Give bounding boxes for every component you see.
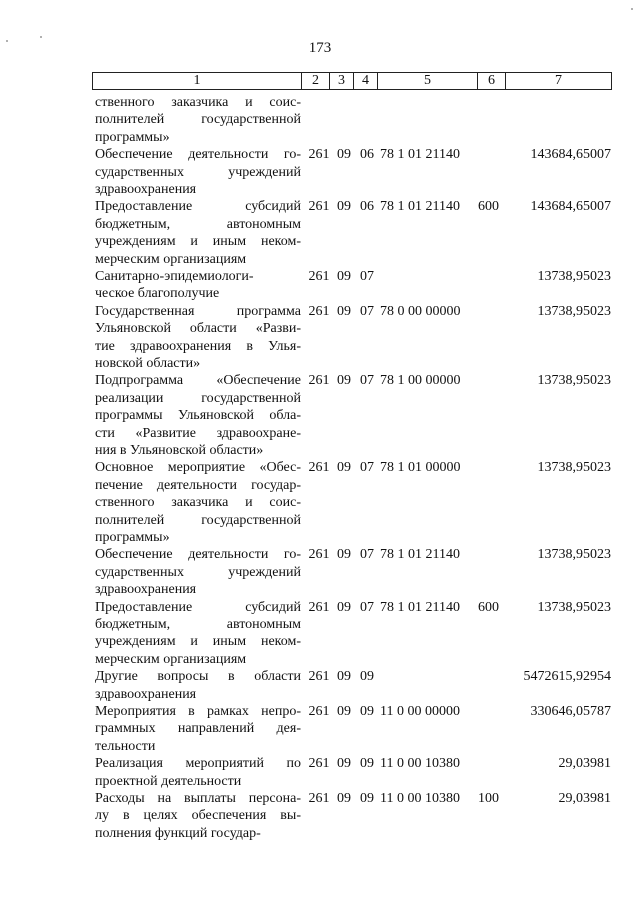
row-name-line: программы» (95, 129, 170, 145)
amount: 13738,95023 (537, 547, 611, 563)
code-section: 09 (337, 756, 351, 772)
row-name-line: ственного заказчика и соис- (95, 95, 301, 110)
code-subsection: 07 (360, 269, 374, 284)
code-subsection: 09 (360, 669, 374, 685)
code-expense-type: 600 (478, 199, 499, 215)
row-name-line: Мероприятия в рамках непро- (95, 704, 301, 719)
row-name-line: сударственных учреждений (95, 164, 301, 180)
code-subsection: 09 (360, 704, 374, 719)
row-name-line: здравоохранения (95, 182, 197, 197)
code-section: 09 (337, 460, 351, 476)
amount: 13738,95023 (537, 460, 611, 476)
row-name (95, 790, 301, 842)
row-name-line: полнителей государственной (95, 112, 301, 128)
row-name-line: сти «Развитие здравоохране- (95, 425, 301, 441)
row-name-line: полнителей государственной (95, 512, 301, 528)
row-name-line: мерческим организациям (95, 651, 247, 667)
row-name-line: Подпрограмма «Обеспечение (95, 373, 301, 389)
code-target: 78 1 00 00000 (380, 373, 461, 389)
code-expense-type: 100 (478, 791, 499, 806)
header-col-6: 6 (478, 72, 506, 90)
row-name (95, 146, 301, 198)
code-target: 11 0 00 10380 (380, 791, 460, 806)
scan-dot (40, 36, 42, 38)
code-subsection: 07 (360, 460, 374, 476)
amount: 13738,95023 (537, 373, 611, 389)
row-name-line: ственного заказчика и соис- (95, 495, 301, 511)
amount: 29,03981 (558, 756, 611, 772)
code-section: 09 (337, 147, 351, 163)
code-target: 78 1 01 21140 (380, 599, 460, 615)
row-name-line: здравоохранения (95, 582, 197, 598)
row-name-line: печение деятельности государ- (95, 477, 301, 493)
code-target: 78 0 00 00000 (380, 303, 461, 319)
code-grbs: 261 (308, 669, 330, 685)
code-section: 09 (337, 269, 351, 284)
code-section: 09 (337, 791, 351, 806)
code-section: 09 (337, 547, 351, 563)
row-name-line: программы» (95, 530, 170, 546)
code-grbs: 261 (308, 373, 330, 389)
row-name-line: Обеспечение деятельности го- (95, 547, 301, 563)
row-name-line: Основное мероприятие «Обес- (95, 460, 301, 476)
row-name-line: граммных направлений дея- (95, 721, 301, 737)
amount: 29,03981 (558, 791, 611, 806)
row-name-line: Реализация мероприятий по (95, 756, 301, 772)
code-subsection: 07 (360, 599, 374, 615)
row-name-line: Государственная программа (95, 303, 301, 319)
amount: 143684,65007 (530, 147, 611, 163)
code-grbs: 261 (308, 791, 330, 806)
row-name-line: Другие вопросы в области (95, 669, 301, 685)
amount: 143684,65007 (530, 199, 611, 215)
amount: 13738,95023 (537, 599, 611, 615)
amount: 330646,05787 (530, 704, 611, 719)
code-section: 09 (337, 303, 351, 319)
code-subsection: 07 (360, 303, 374, 319)
amount: 13738,95023 (537, 303, 611, 319)
row-name (95, 755, 301, 790)
row-name-line: здравоохранения (95, 686, 197, 702)
code-section: 09 (337, 199, 351, 215)
row-name (95, 372, 301, 459)
row-name (95, 546, 301, 598)
code-section: 09 (337, 373, 351, 389)
code-target: 78 1 01 21140 (380, 147, 460, 163)
code-subsection: 06 (360, 199, 374, 215)
code-subsection: 07 (360, 547, 374, 563)
code-grbs: 261 (308, 460, 330, 476)
row-name-line: тие здравоохранения в Улья- (95, 338, 301, 354)
row-name-line: реализации государственной (95, 390, 301, 406)
row-name (95, 459, 301, 546)
row-name (95, 703, 301, 755)
row-name (95, 268, 301, 303)
row-name-line: лу в целях обеспечения вы- (95, 808, 301, 824)
code-grbs: 261 (308, 303, 330, 319)
header-col-2: 2 (302, 72, 330, 90)
row-name-line: Санитарно-эпидемиологи- (95, 269, 254, 284)
code-section: 09 (337, 599, 351, 615)
header-col-4: 4 (354, 72, 378, 90)
code-grbs: 261 (308, 269, 330, 284)
row-name (95, 599, 301, 669)
row-name-line: Предоставление субсидий (95, 199, 301, 215)
row-name (95, 668, 301, 703)
header-col-5: 5 (378, 72, 478, 90)
row-name-line: Предоставление субсидий (95, 599, 301, 615)
code-expense-type: 600 (478, 599, 499, 615)
code-section: 09 (337, 704, 351, 719)
row-name-line: Ульяновской области «Разви- (95, 321, 301, 337)
code-grbs: 261 (308, 547, 330, 563)
code-grbs: 261 (308, 756, 330, 772)
scan-dot (6, 40, 8, 42)
row-name-line: сударственных учреждений (95, 564, 301, 580)
code-grbs: 261 (308, 147, 330, 163)
amount: 5472615,92954 (523, 669, 611, 685)
amount: 13738,95023 (537, 269, 611, 284)
code-subsection: 09 (360, 791, 374, 806)
code-target: 78 1 01 00000 (380, 460, 461, 476)
row-name-line: полнения функций государ- (95, 825, 261, 841)
row-name-line: Обеспечение деятельности го- (95, 147, 301, 163)
row-name-line: учреждениям и иным неком- (95, 634, 301, 650)
header-col-7: 7 (506, 72, 612, 90)
row-name-line: тельности (95, 738, 156, 754)
code-target: 78 1 01 21140 (380, 547, 460, 563)
row-name-line: ческое благополучие (95, 286, 220, 302)
row-name-line: ния в Ульяновской области» (95, 443, 264, 459)
code-target: 11 0 00 10380 (380, 756, 460, 772)
code-grbs: 261 (308, 599, 330, 615)
header-col-1: 1 (92, 72, 302, 90)
code-subsection: 09 (360, 756, 374, 772)
row-name-line: новской области» (95, 356, 201, 372)
row-name-line: бюджетным, автономным (95, 617, 301, 632)
row-name (95, 94, 301, 146)
row-name (95, 198, 301, 268)
code-subsection: 06 (360, 147, 374, 163)
row-name-line: Расходы на выплаты персона- (95, 791, 301, 806)
row-name-line: учреждениям и иным неком- (95, 234, 301, 250)
row-name (95, 303, 301, 373)
code-grbs: 261 (308, 199, 330, 215)
code-grbs: 261 (308, 704, 330, 719)
page-number: 173 (308, 40, 332, 56)
code-target: 11 0 00 00000 (380, 704, 460, 719)
row-name-line: мерческим организациям (95, 251, 247, 267)
code-section: 09 (337, 669, 351, 685)
scan-dot (631, 8, 633, 10)
code-subsection: 07 (360, 373, 374, 389)
row-name-line: программы Ульяновской обла- (95, 408, 301, 424)
header-col-3: 3 (330, 72, 354, 90)
code-target: 78 1 01 21140 (380, 199, 460, 215)
row-name-line: проектной деятельности (95, 773, 242, 789)
row-name-line: бюджетным, автономным (95, 216, 301, 232)
